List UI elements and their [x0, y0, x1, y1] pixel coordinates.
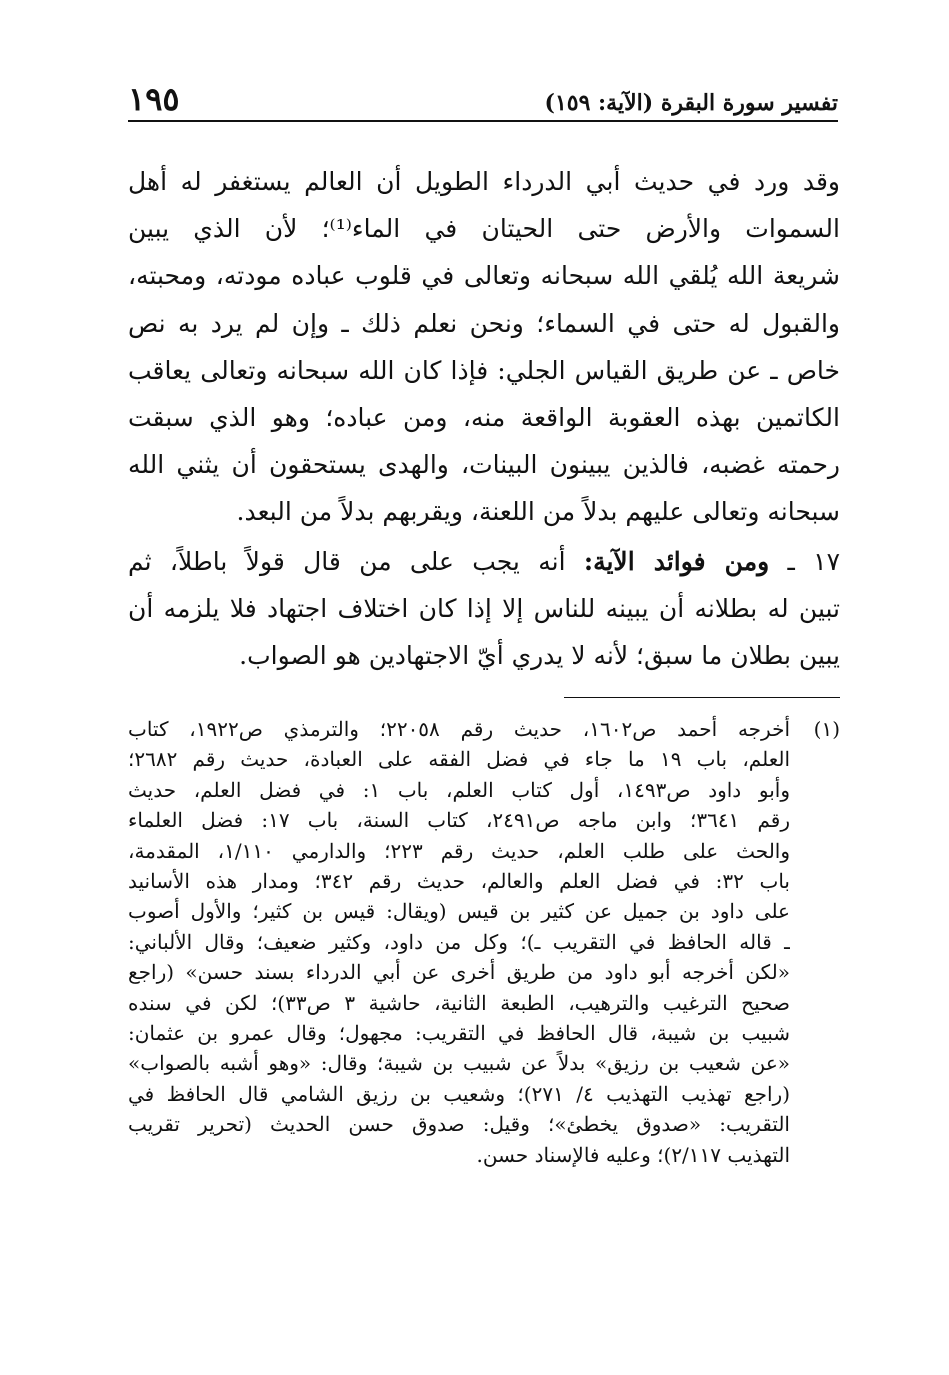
footnote-line: التقريب: «صدوق يخطئ»؛ وقيل: صدوق حسن الحديث (تحرير تقريب: [128, 1112, 790, 1137]
footnote-line: على داود بن جميل عن كثير بن قيس (ويقال: قيس بن كثير؛ والأول أصوب: [128, 899, 790, 924]
benefit-first-line: [128, 538, 840, 585]
footnote-line: «لكن أخرجه أبو داود من طريق أخرى عن أبي الدرداء بسند حسن» (راجع: [128, 960, 790, 985]
body-line: وقد ورد في حديث أبي الدرداء الطويل أن العالم يستغفر له أهل: [128, 167, 840, 196]
footnote-line: باب ٣٢: في فضل العلم والعالم، حديث رقم ٣٤٢؛ ومدار هذه الأسانيد: [128, 869, 790, 894]
benefit-line: تبين له بطلانه أن يبينه للناس إلا إذا كان اختلاف اجتهاد فلا يلزمه أن: [128, 593, 840, 623]
footnote-line: العلم، باب ١٩ ما جاء في فضل الفقه على العبادة، حديث رقم ٢٦٨٢؛: [128, 747, 790, 772]
footnote-line: التهذيب ٢/١١٧)؛ وعليه فالإسناد حسن.: [476, 1142, 790, 1167]
header-rule: [128, 120, 838, 122]
body-line: سبحانه وتعالى عليهم بدلاً من اللعنة، ويقربهم بدلاً من البعد.: [236, 497, 840, 527]
main-text: [128, 158, 840, 679]
body-line: السموات والأرض حتى الحيتان في الماء⁽¹⁾؛ لأن الذي يبين: [128, 214, 840, 244]
page-header: [128, 78, 838, 118]
footnote-line: «عن شعيب بن رزيق» بدلاً عن شبيب بن شيبة؛ وقال: «وهو أشبه بالصواب»: [128, 1051, 790, 1076]
body-line: رحمته غضبه، فالذين يبينون البينات، والهدى يستحقون أن يثني الله: [128, 450, 840, 480]
body-line: خاص ـ عن طريق القياس الجلي: فإذا كان الله سبحانه وتعالى يعاقب: [128, 355, 840, 385]
benefit-line: يبين بطلان ما سبق؛ لأنه لا يدري أيّ الاجتهادين هو الصواب.: [239, 641, 840, 671]
benefit-text: أنه يجب على من قال قولاً باطلاً، ثم: [128, 546, 566, 576]
footnote-line: رقم ٣٦٤١؛ وابن ماجه ص٢٤٩١، كتاب السنة، باب ١٧: فضل العلماء: [128, 808, 790, 833]
footnote-line: (راجع تهذيب التهذيب ٤/ ٢٧١)؛ وشعيب بن رزيق الشامي قال الحافظ في: [128, 1081, 790, 1106]
running-title: تفسير سورة البقرة (الآية: ١٥٩): [544, 90, 838, 116]
body-line: والقبول له حتى في السماء؛ ونحن نعلم ذلك ـ وإن لم يرد به نص: [128, 308, 840, 338]
benefit-number: ١٧ ـ: [787, 546, 840, 576]
body-line: شريعة الله يُلقي الله سبحانه وتعالى في قلوب عباده مودته، ومحبته،: [128, 261, 840, 291]
benefit-heading: ومن فوائد الآية:: [583, 546, 770, 576]
footnote-marker: (١): [813, 717, 840, 741]
footnote-line: وأبو داود ص١٤٩٣، أول كتاب العلم، باب ١: في فضل العلم، حديث: [128, 777, 790, 802]
footnote-line: والحث على طلب العلم، حديث رقم ٢٢٣؛ والدارمي ١/١١٠، المقدمة،: [128, 838, 790, 863]
footnote-line: صحيح الترغيب والترهيب، الطبعة الثانية، حاشية ٣ ص٣٣)؛ لكن في سنده: [128, 990, 790, 1015]
footnote-line: أخرجه أحمد ص١٦٠٢، حديث رقم ٢٢٠٥٨؛ والترمذي ص١٩٢٢، كتاب: [128, 717, 790, 741]
body-line: الكاتمين بهذه العقوبة الواقعة منه، ومن عباده؛ وهو الذي سبقت: [128, 403, 840, 433]
footnote-body: [128, 714, 790, 1170]
footnote-rule: [564, 697, 840, 698]
footnote-line: ـ قاله الحافظ في التقريب ـ)؛ وكل من داود، وكثير ضعيف؛ وقال الألباني:: [128, 929, 790, 954]
footnote-line: شبيب بن شيبة، قال الحافظ في التقريب: مجهول؛ وقال عمرو بن عثمان:: [128, 1021, 790, 1046]
page-number: ١٩٥: [128, 80, 180, 118]
